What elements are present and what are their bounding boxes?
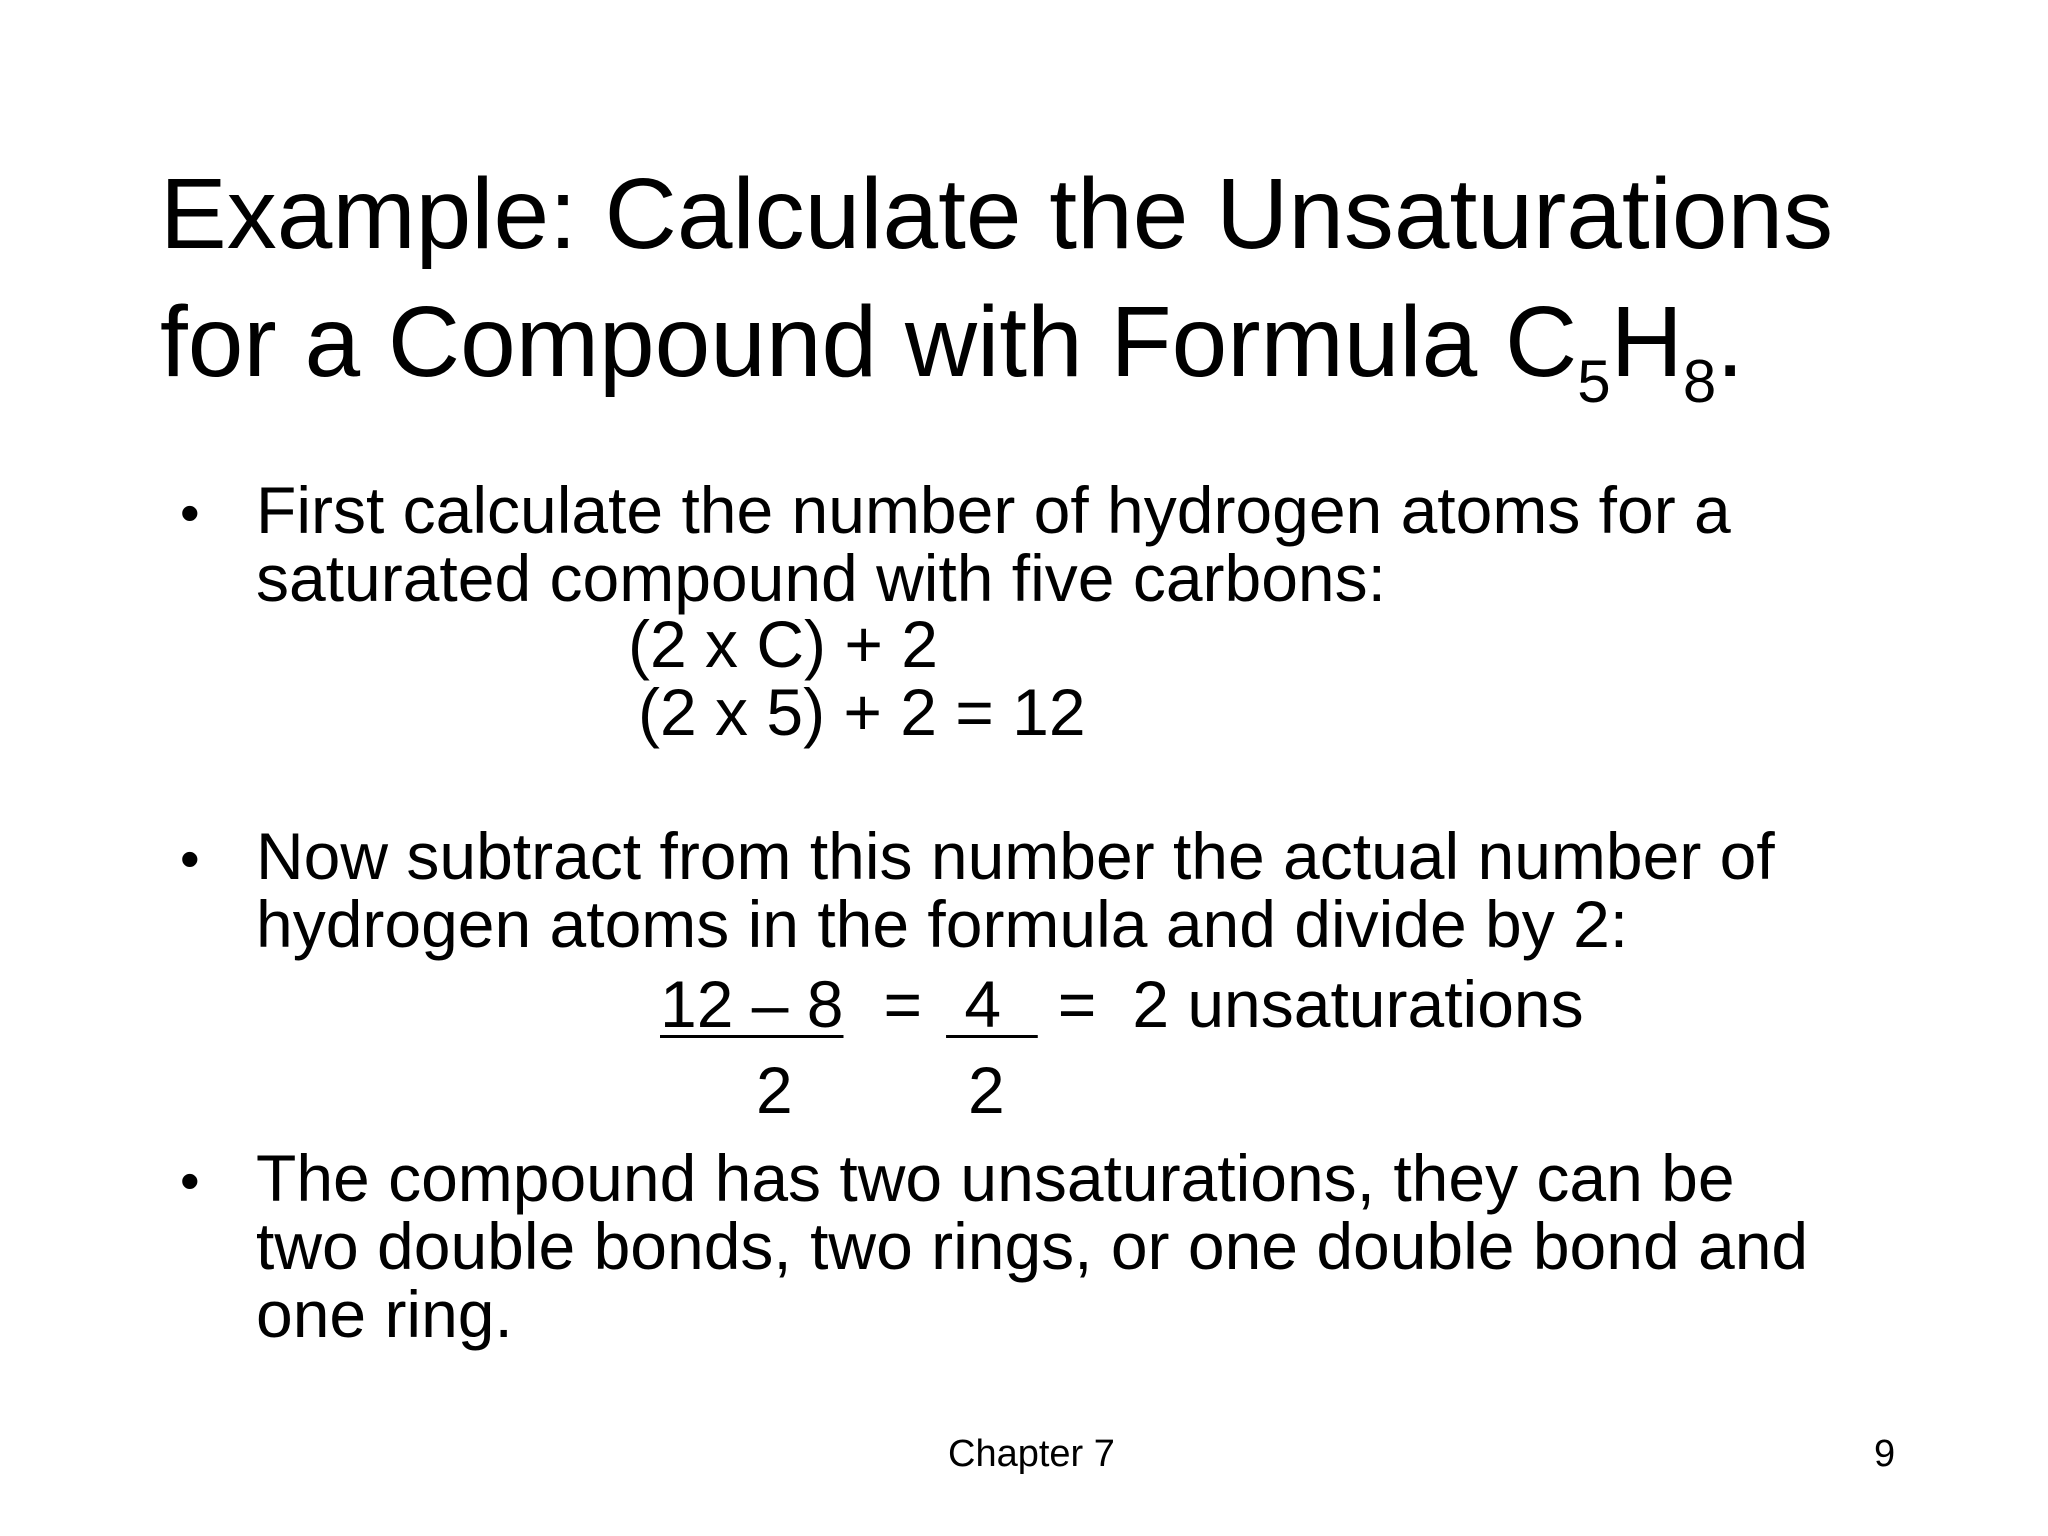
bullet-1-line-1: First calculate the number of hydrogen atoms for a: [256, 473, 1731, 547]
bullet-3-line-3: one ring.: [256, 1277, 513, 1351]
result-text: 2 unsaturations: [1132, 967, 1584, 1041]
bullet-1-line-2: saturated compound with five carbons:: [256, 541, 1386, 615]
footer-chapter: Chapter 7: [948, 1433, 1115, 1475]
bullet-marker-2: •: [180, 827, 200, 890]
fraction-numerator-2: 4: [946, 967, 1038, 1041]
hydrogen-subscript: 8: [1682, 348, 1717, 415]
bullet-2-line-2: hydrogen atoms in the formula and divide by 2:: [256, 887, 1629, 961]
fraction-numerator-1: 12 – 8: [660, 967, 844, 1041]
bullet-marker-1: •: [180, 481, 200, 544]
fraction-denominator-2: 2: [968, 1053, 1005, 1127]
bullet-2-text: [256, 819, 1956, 961]
slide-title: [160, 150, 1920, 415]
fraction-denominator-1: 2: [756, 1053, 793, 1127]
title-line-2: [160, 278, 1920, 415]
slide-number: 9: [1874, 1433, 1896, 1475]
bullet-3-text: [256, 1141, 1956, 1351]
bullet-3-line-2: two double bonds, two rings, or one double bond and: [256, 1209, 1809, 1283]
bullet-2-line-1: Now subtract from this number the actual number of: [256, 819, 1775, 893]
bullet-3-line-1: The compound has two unsaturations, they can be: [256, 1141, 1735, 1215]
title-period: .: [1716, 286, 1745, 398]
equals-sign-2: =: [1057, 967, 1097, 1041]
hydrogen-symbol: H: [1610, 286, 1683, 398]
title-line-1: Example: Calculate the Unsaturations: [160, 158, 1834, 270]
equals-sign-1: =: [883, 967, 923, 1041]
bullet-marker-3: •: [180, 1149, 200, 1212]
bullet-1-text: [256, 473, 1956, 615]
title-line-2-text: for a Compound with Formula C: [160, 286, 1578, 398]
fraction-equation-row: [660, 967, 1584, 1041]
equation-general: (2 x C) + 2: [628, 607, 938, 681]
equation-substituted: (2 x 5) + 2 = 12: [638, 675, 1086, 749]
carbon-subscript: 5: [1577, 348, 1611, 415]
